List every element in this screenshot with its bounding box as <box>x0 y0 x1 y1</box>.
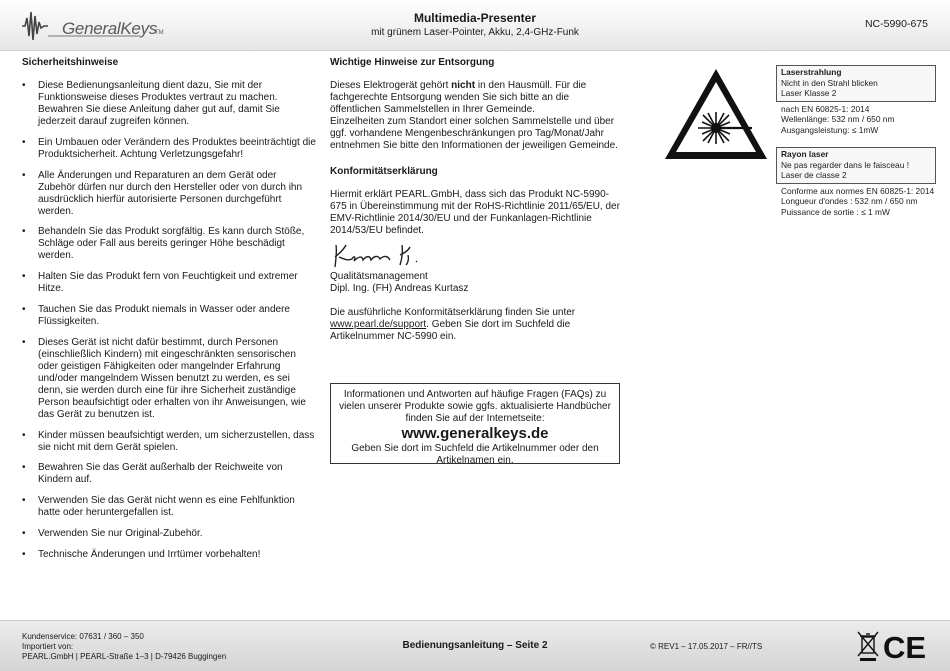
logo-trademark: TM <box>155 30 164 36</box>
disposal-text <box>330 80 622 152</box>
info-column <box>330 57 622 343</box>
laser-label-de <box>776 65 936 135</box>
bullet: • <box>22 462 26 474</box>
conformity-detail-part: Die ausführliche Konformitätserklärung finden Sie unter <box>330 307 576 318</box>
conformity-heading: Konformitätserklärung <box>330 166 438 177</box>
laser-label-title: Laserstrahlung <box>781 67 842 77</box>
customer-service: Kundenservice: 07631 / 360 – 350 <box>22 632 144 641</box>
page-footer <box>0 620 950 671</box>
laser-spec: Ausgangsleistung: ≤ 1mW <box>781 124 879 135</box>
disposal-text-bold: nicht <box>451 80 476 91</box>
ce-mark-icon <box>882 631 928 661</box>
laser-label-line: Ne pas regarder dans le faisceau ! <box>781 159 910 170</box>
page-subtitle: mit grünem Laser-Pointer, Akku, 2,4-GHz-Funk <box>371 27 579 38</box>
disposal-heading: Wichtige Hinweise zur Entsorgung <box>330 57 495 68</box>
conformity-detail-part: . Geben Sie dort im Suchfeld die Artikelnummer NC-5990 ein. <box>330 319 571 342</box>
bullet: • <box>22 303 26 315</box>
list-item <box>22 430 316 454</box>
faq-url[interactable]: www.generalkeys.de <box>401 425 549 442</box>
faq-box <box>330 383 620 464</box>
bullet: • <box>22 80 26 91</box>
list-item-text: Verwenden Sie nur Original-Zubehör. <box>38 527 203 539</box>
list-item-text: Verwenden Sie das Gerät nicht wenn es eine Fehlfunktion hatte oder heruntergefallen ist. <box>38 495 295 519</box>
disposal-paragraph <box>330 80 622 116</box>
conformity-detail <box>330 307 622 343</box>
page-title: Multimedia-Presenter <box>413 11 537 25</box>
ce-mark-text: CE <box>883 631 927 661</box>
list-item <box>22 137 316 161</box>
bullet: • <box>22 336 26 348</box>
importer-address: PEARL.GmbH | PEARL-Straße 1–3 | D-79426 Buggingen <box>22 651 227 661</box>
importer-label: Importiert von: <box>22 641 74 651</box>
laser-spec: Wellenlänge: 532 nm / 650 nm <box>781 114 895 124</box>
safety-heading: Sicherheitshinweise <box>22 57 119 68</box>
laser-spec: nach EN 60825-1: 2014 <box>781 103 870 114</box>
logo-wordmark: GeneralKeys <box>62 19 157 38</box>
disposal-paragraph-2: Einzelheiten zum Standort einer solchen Sammelstelle und über ggf. vorhandene Mengenbeschränkungen pro Tag/Monat/Jahr entnehmen Sie bitte den Informationen der jeweiligen Gemeinde. <box>330 116 618 151</box>
list-item <box>22 271 316 295</box>
safety-section <box>22 57 316 570</box>
faq-instructions: Geben Sie dort im Suchfeld die Artikelnummer oder den Artikelnamen ein. <box>351 443 599 466</box>
list-item-text: Behandeln Sie das Produkt sorgfältig. Es kann durch Stöße, Schläge oder Fall aus bereits geringer Höhe beschädigt werden. <box>38 226 305 262</box>
signer-name: Dipl. Ing. (FH) Andreas Kurtasz <box>330 283 469 294</box>
weee-bin-icon <box>857 630 879 662</box>
laser-spec: Longueur d'ondes : 532 nm / 650 nm <box>781 196 918 206</box>
list-item <box>22 528 316 540</box>
list-item-text: Tauchen Sie das Produkt niemals in Wasser oder andere Flüssigkeiten. <box>38 303 290 327</box>
support-link[interactable]: www.pearl.de/support <box>330 319 427 330</box>
page-header <box>0 0 950 51</box>
faq-intro: Informationen und Antworten auf häufige Fragen (FAQs) zu vielen unserer Produkte sowie ggfs. aktualisierte Handbücher finden Sie auf der Internetseite: <box>339 389 611 424</box>
signature-icon <box>330 237 450 271</box>
laser-label-fr <box>776 147 936 217</box>
laser-spec: Puissance de sortie : ≤ 1 mW <box>781 206 890 217</box>
laser-label-title: Rayon laser <box>781 149 829 159</box>
bullet: • <box>22 271 26 283</box>
page-label: Bedienungsanleitung – Seite 2 <box>402 640 548 651</box>
list-item <box>22 462 316 486</box>
list-item <box>22 337 316 421</box>
list-item <box>22 170 316 218</box>
revision-info: © REV1 – 17.05.2017 – FR//TS <box>650 642 763 651</box>
list-item-text: Alle Änderungen und Reparaturen an dem Gerät oder Zubehör dürfen nur durch den Hersteller oder von durch ihn ausdrücklich hierfür autorisierte Personen durchgeführt werden. <box>38 169 303 217</box>
signature <box>330 237 622 271</box>
bullet: • <box>22 429 26 441</box>
signer-role: Qualitätsmanagement <box>330 271 428 282</box>
bullet: • <box>22 226 26 238</box>
laser-warning-icon <box>662 66 770 162</box>
bullet: • <box>22 136 26 148</box>
list-item-text: Kinder müssen beaufsichtigt werden, um sicherzustellen, dass sie nicht mit dem Gerät spielen. <box>38 429 315 453</box>
list-item-text: Diese Bedienungsanleitung dient dazu, Sie mit der Funktionsweise dieses Produktes vertraut zu machen. Bewahren Sie diese Anleitung daher gut auf, damit Sie jederzeit darauf zugreifen können. <box>38 80 280 127</box>
laser-label-line: Laser Klasse 2 <box>781 88 837 98</box>
list-item-text: Halten Sie das Produkt fern von Feuchtigkeit und extremer Hitze. <box>38 271 298 295</box>
bullet: • <box>22 495 26 507</box>
list-item <box>22 549 316 561</box>
laser-label-box <box>776 65 936 102</box>
laser-label-specs <box>776 184 936 218</box>
list-item-text: Technische Änderungen und Irrtümer vorbehalten! <box>38 548 261 560</box>
list-item <box>22 226 316 262</box>
list-item-text: Dieses Gerät ist nicht dafür bestimmt, durch Personen (einschließlich Kindern) mit eingeschränkten sensorischen oder geistigen Fähigkeiten oder mangelnder Erfahrung und/oder mangelndem Wissen benutzt zu werden, es sei denn, sie werden durch eine für ihre Sicherheit zuständige Person beaufsichtigt oder erhalten von ihr Anweisungen, wie das Gerät zu benutzen ist. <box>38 336 306 420</box>
disposal-text-part: in den Hausmüll. Für die fachgerechte Entsorgung wenden Sie sich bitte an die öffentlichen Sammelstellen in Ihrer Gemeinde. <box>330 80 587 115</box>
safety-list <box>22 80 316 561</box>
laser-label-box <box>776 147 936 184</box>
laser-label-line: Nicht in den Strahl blicken <box>781 77 878 88</box>
list-item-text: Ein Umbauen oder Verändern des Produktes beeinträchtigt die Produktsicherheit. Achtung Verletzungsgefahr! <box>38 136 316 160</box>
list-item <box>22 495 316 519</box>
article-number: NC-5990-675 <box>864 18 928 30</box>
list-item-text: Bewahren Sie das Gerät außerhalb der Reichweite von Kindern auf. <box>38 462 283 486</box>
bullet: • <box>22 527 26 539</box>
bullet: • <box>22 548 26 560</box>
laser-spec: Conforme aux normes EN 60825-1: 2014 <box>781 185 935 196</box>
conformity-text: Hiermit erklärt PEARL.GmbH, dass sich das Produkt NC-5990-675 in Übereinstimmung mit der RoHS-Richtlinie 2011/65/EU, der EMV-Richtlinie 2014/30/EU und der Funkanlagen-Richtlinie 2014/53/EU befindet. <box>330 189 620 236</box>
list-item <box>22 80 316 128</box>
list-item <box>22 304 316 328</box>
bullet: • <box>22 169 26 181</box>
laser-label-line: Laser de classe 2 <box>781 170 847 180</box>
disposal-text-part: Dieses Elektrogerät gehört <box>330 80 452 91</box>
laser-label-specs <box>776 102 936 136</box>
